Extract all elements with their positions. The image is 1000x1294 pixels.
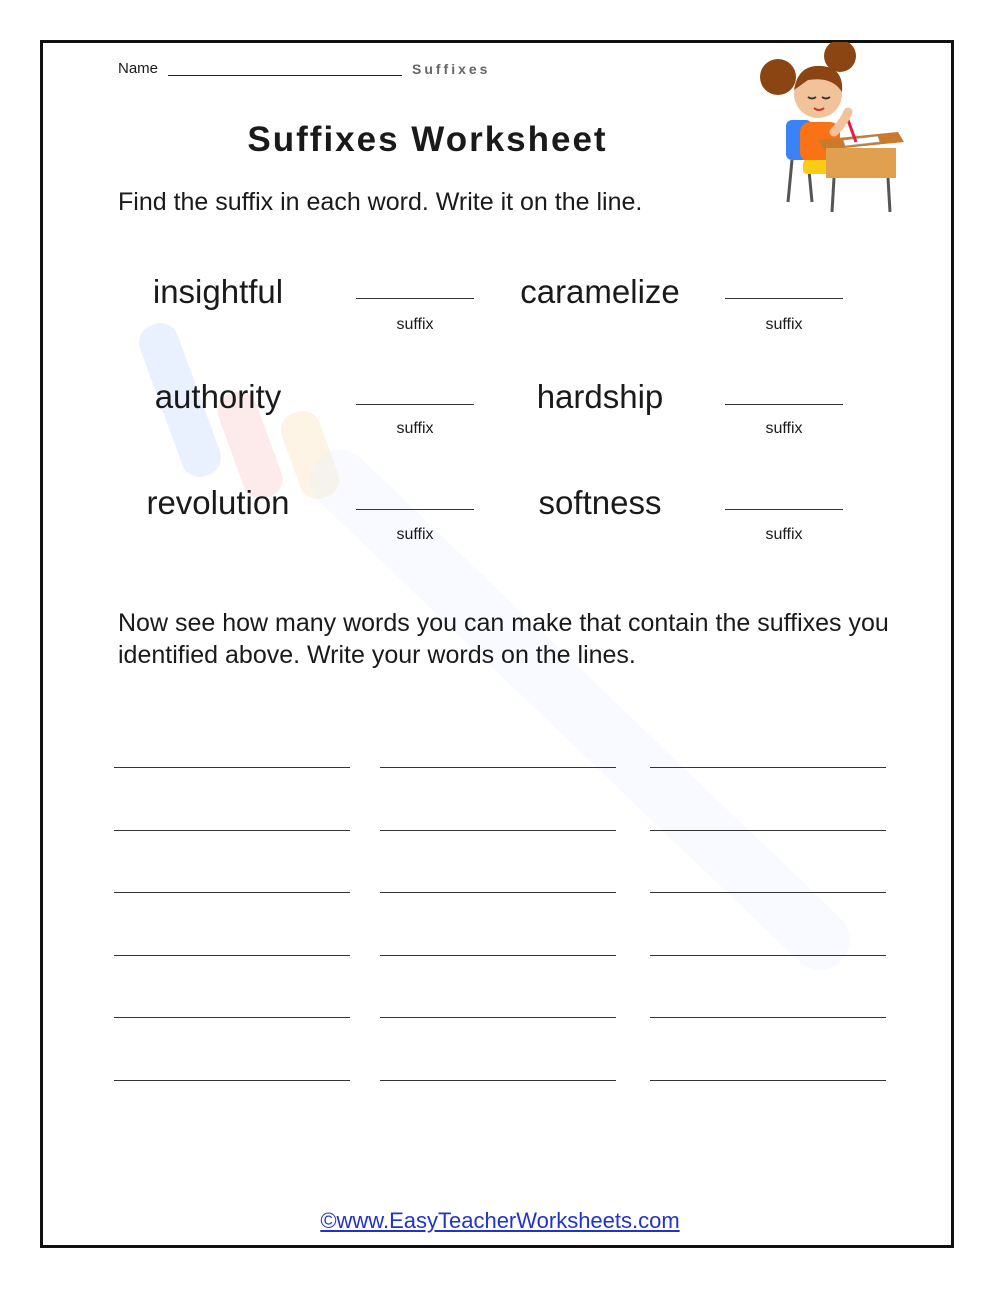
suffix-answer-line[interactable]	[356, 298, 474, 299]
suffix-label: suffix	[765, 316, 803, 333]
word-writing-line[interactable]	[380, 1080, 616, 1081]
word-insightful: insightful	[152, 273, 284, 310]
word-writing-line[interactable]	[114, 955, 350, 956]
word-revolution: revolution	[146, 484, 290, 521]
word-softness: softness	[538, 484, 662, 521]
word-writing-line[interactable]	[114, 892, 350, 893]
word-writing-line[interactable]	[380, 767, 616, 768]
word-writing-line[interactable]	[114, 767, 350, 768]
word-writing-line[interactable]	[650, 830, 886, 831]
word-writing-line[interactable]	[114, 830, 350, 831]
word-writing-line[interactable]	[650, 767, 886, 768]
word-hardship: hardship	[536, 378, 664, 415]
word-writing-line[interactable]	[650, 1080, 886, 1081]
name-field[interactable]	[168, 75, 402, 76]
suffix-label: suffix	[396, 526, 434, 543]
footer-copyright-link[interactable]: ©www.EasyTeacherWorksheets.com	[320, 1208, 680, 1233]
word-writing-line[interactable]	[650, 955, 886, 956]
header-topic: Suffixes	[412, 61, 491, 77]
word-caramelize: caramelize	[520, 273, 680, 310]
word-authority: authority	[154, 378, 282, 415]
word-writing-line[interactable]	[650, 1017, 886, 1018]
suffix-label: suffix	[765, 526, 803, 543]
word-writing-line[interactable]	[650, 892, 886, 893]
word-writing-line[interactable]	[114, 1080, 350, 1081]
suffix-label: suffix	[765, 420, 803, 437]
page-title: Suffixes Worksheet	[247, 120, 608, 159]
suffix-answer-line[interactable]	[356, 509, 474, 510]
instructions-part2: Now see how many words you can make that contain the suffixes you identified above. Write your words on the lines.	[118, 609, 889, 669]
word-writing-line[interactable]	[114, 1017, 350, 1018]
suffix-answer-line[interactable]	[725, 298, 843, 299]
word-writing-line[interactable]	[380, 830, 616, 831]
suffix-answer-line[interactable]	[725, 404, 843, 405]
suffix-answer-line[interactable]	[356, 404, 474, 405]
suffix-label: suffix	[396, 316, 434, 333]
instructions-part1: Find the suffix in each word. Write it on the line.	[118, 188, 643, 216]
suffix-answer-line[interactable]	[725, 509, 843, 510]
word-writing-line[interactable]	[380, 1017, 616, 1018]
name-label: Name	[118, 60, 159, 77]
word-writing-line[interactable]	[380, 892, 616, 893]
suffix-label: suffix	[396, 420, 434, 437]
word-writing-line[interactable]	[380, 955, 616, 956]
